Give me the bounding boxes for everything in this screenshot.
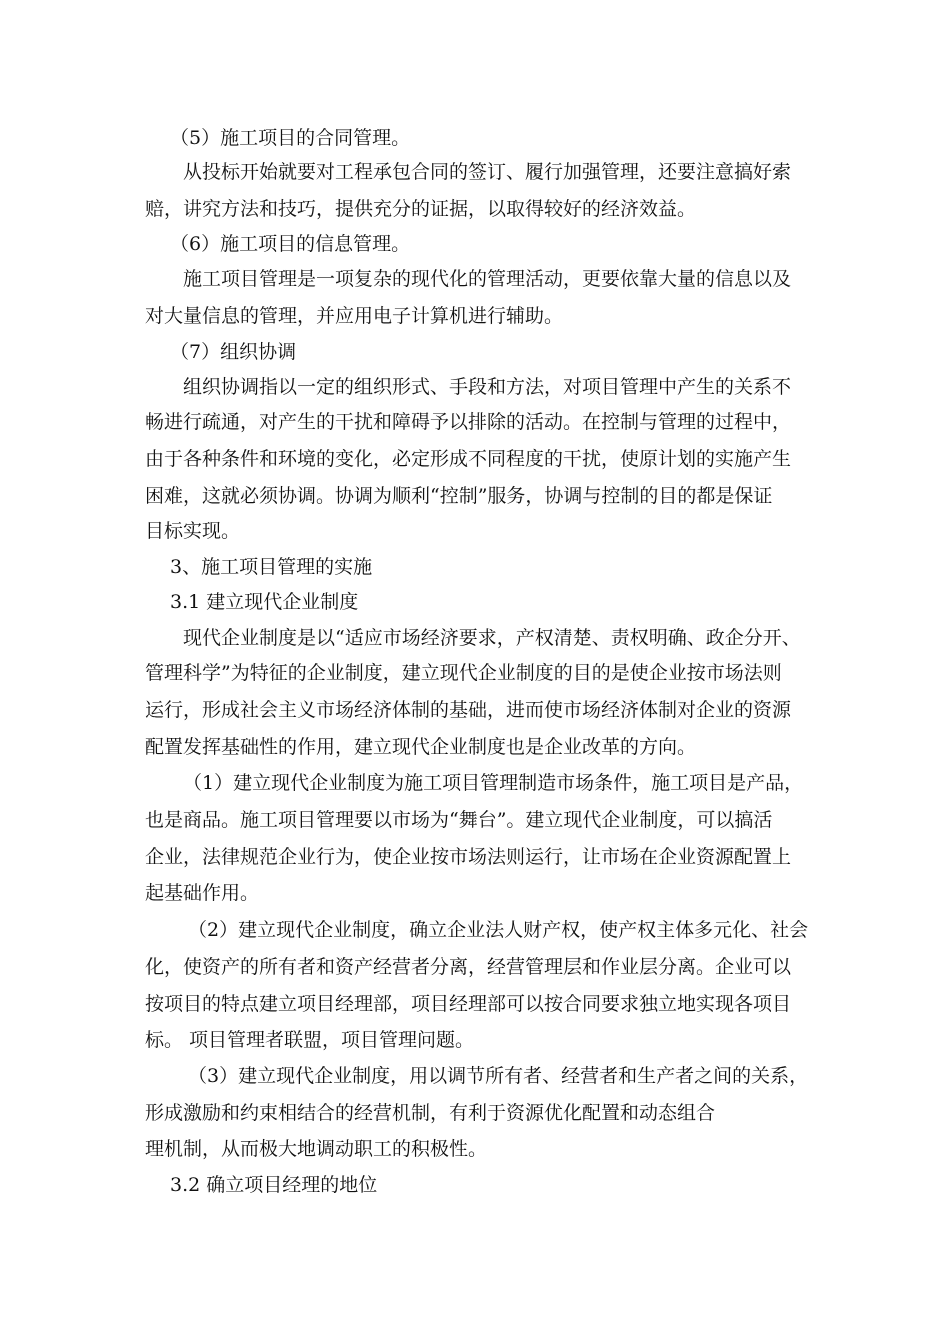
paragraph-line: 管理科学”为特征的企业制度，建立现代企业制度的目的是使企业按市场法则: [145, 662, 782, 684]
paragraph-line: 也是商品。施工项目管理要以市场为“舞台”。建立现代企业制度，可以搞活: [145, 809, 773, 831]
paragraph-line: 标。 项目管理者联盟，项目管理问题。: [145, 1029, 475, 1051]
paragraph-line: （1）建立现代企业制度为施工项目管理制造市场条件，施工项目是产品，: [183, 772, 804, 794]
paragraph-line: 由于各种条件和环境的变化，必定形成不同程度的干扰，使原计划的实施产生: [145, 448, 792, 470]
paragraph-line: 目标实现。: [145, 520, 241, 542]
heading-contract-management: （5）施工项目的合同管理。: [170, 127, 411, 149]
paragraph-line: 形成激励和约束相结合的经营机制，有利于资源优化配置和动态组合: [145, 1102, 716, 1124]
paragraph-line: （2）建立现代企业制度，确立企业法人财产权，使产权主体多元化、社会: [188, 919, 809, 941]
paragraph-line: 组织协调指以一定的组织形式、手段和方法，对项目管理中产生的关系不: [183, 376, 792, 398]
paragraph-line: 配置发挥基础性的作用，建立现代企业制度也是企业改革的方向。: [145, 736, 697, 758]
paragraph-line: 按项目的特点建立项目经理部，项目经理部可以按合同要求独立地实现各项目: [145, 993, 792, 1015]
paragraph-line: 赔，讲究方法和技巧，提供充分的证据，以取得较好的经济效益。: [145, 198, 697, 220]
paragraph-line: 从投标开始就要对工程承包合同的签订、履行加强管理，还要注意搞好索: [183, 161, 792, 183]
paragraph-line: （3）建立现代企业制度，用以调节所有者、经营者和生产者之间的关系，: [188, 1065, 809, 1087]
paragraph-line: 化，使资产的所有者和资产经营者分离，经营管理层和作业层分离。企业可以: [145, 956, 792, 978]
paragraph-line: 困难，这就必须协调。协调为顺利“控制”服务，协调与控制的目的都是保证: [145, 485, 773, 507]
section-heading-implementation: 3、施工项目管理的实施: [170, 556, 373, 578]
heading-organization-coordination: （7）组织协调: [170, 341, 297, 363]
subsection-heading-project-manager: 3.2 确立项目经理的地位: [170, 1174, 378, 1196]
paragraph-line: 运行，形成社会主义市场经济体制的基础，进而使市场经济体制对企业的资源: [145, 699, 792, 721]
paragraph-line: 施工项目管理是一项复杂的现代化的管理活动，更要依靠大量的信息以及: [183, 268, 792, 290]
paragraph-line: 理机制，从而极大地调动职工的积极性。: [145, 1138, 488, 1160]
paragraph-line: 现代企业制度是以“适应市场经济要求，产权清楚、责权明确、政企分开、: [183, 627, 801, 649]
paragraph-line: 企业，法律规范企业行为，使企业按市场法则运行，让市场在企业资源配置上: [145, 846, 792, 868]
heading-information-management: （6）施工项目的信息管理。: [170, 233, 411, 255]
paragraph-line: 起基础作用。: [145, 882, 260, 904]
subsection-heading-modern-enterprise: 3.1 建立现代企业制度: [170, 591, 359, 613]
paragraph-line: 畅进行疏通，对产生的干扰和障碍予以排除的活动。在控制与管理的过程中，: [145, 411, 792, 433]
paragraph-line: 对大量信息的管理，并应用电子计算机进行辅助。: [145, 305, 564, 327]
